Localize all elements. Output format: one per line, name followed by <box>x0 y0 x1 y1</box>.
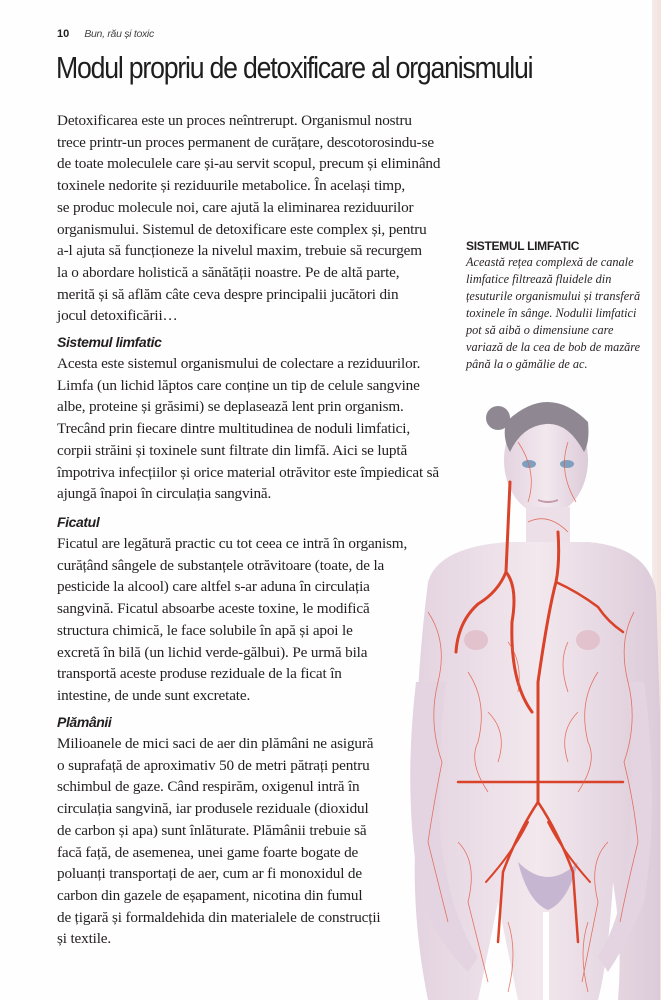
section-heading: Plămânii <box>57 714 112 730</box>
section-lungs <box>57 713 457 950</box>
section-body: Acesta este sistemul organismului de colectare a reziduurilor. Limfa (un lichid lăptos care conține un tip de celule sangvine albe, proteine și grăsimi) se deplasează lent prin organism. Trecând prin fiecare dintre multitudinea de noduli limfatici, corpii străini și toxinele sunt filtrate din limfă. Aici se luptă împotriva infecțiilor și orice material otrăvitor este împiedicat să ajungă înapoi în circulația sangvină. <box>57 355 440 503</box>
right-eye <box>560 460 574 468</box>
running-head <box>57 28 154 40</box>
right-breast-shade <box>576 630 600 650</box>
caption-title: SISTEMUL LIMFATIC <box>466 239 580 253</box>
neck <box>526 507 570 542</box>
section-heading: Ficatul <box>57 514 100 530</box>
intro-paragraph: Detoxificarea este un proces neîntrerupt. Organismul nostru trece printr-un proces permanent de curățare, descotorosindu-se de toate moleculele care și-au servit scopul, precum și eliminând toxinele nedorite și reziduurile metabolice. În același timp, se produc molecule noi, care ajută la eliminarea reziduurilor organismului. Sistemul de detoxificare este complex și, pentru a-l ajuta să funcționeze la nivelul maxim, trebuie să recurgem la o abordare holistică a sănătății noastre. Pe de altă parte, merită și să aflăm câte ceva despre principalii jucători din jocul detoxificării… <box>57 112 441 325</box>
lymphatic-body-illustration <box>398 382 660 1000</box>
section-body: Ficatul are legătură practic cu tot ceea ce intră în organism, curățând sângele de substanțele otrăvitoare (toate, de la pesticide la alcool) care altfel s-ar aduna în circulația sangvină. Ficatul absoarbe aceste toxine, le modifică structura chimică, le face solubile în apă și apoi le excretă în bilă (un lichid verde-gălbui). Pe urmă bila transportă aceste produse reziduale de la ficat în intestine, de unde sunt excretate. <box>57 535 408 704</box>
page-title: Modul propriu de detoxificare al organismului <box>56 50 533 85</box>
section-lymphatic <box>57 333 457 505</box>
section-body: Milioanele de mici saci de aer din plămâni ne asigură o suprafață de aproximativ 50 de metri pătrați pentru schimbul de gaze. Când respirăm, oxigenul intră în circulația sangvină, iar produsele reziduale (dioxidul de carbon și apa) sunt înlăturate. Plămânii trebuie să facă față, de asemenea, unei game foarte bogate de poluanți transportați de aer, cum ar fi monoxidul de carbon din gazele de eșapament, nicotina din fumul de țigară și formaldehida din materialele de construcții și textile. <box>57 735 381 948</box>
running-head-section: Bun, rău și toxic <box>84 28 154 40</box>
left-breast-shade <box>464 630 488 650</box>
figure-caption <box>466 238 656 373</box>
intro-block <box>57 110 457 327</box>
page-number: 10 <box>57 28 70 40</box>
caption-text: Această rețea complexă de canale limfatice filtrează fluidele din țesuturile organismului și transferă toxinele în sânge. Nodulii limfatici pot să aibă o dimensiune care variază de la cea de bob de mazăre până la o gămălie de ac. <box>466 255 641 371</box>
section-heading: Sistemul limfatic <box>57 334 162 350</box>
hair-bun <box>486 406 510 430</box>
section-liver <box>57 513 457 707</box>
